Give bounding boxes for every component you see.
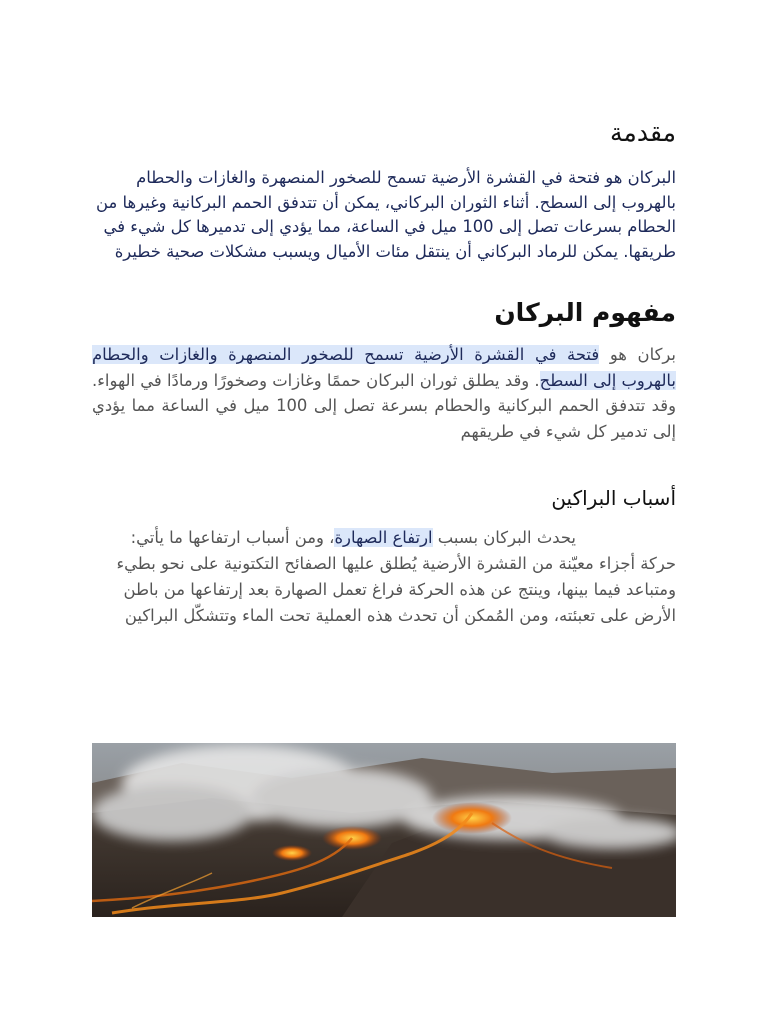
causes-rest: ، ومن أسباب ارتفاعها ما يأتي: حركة أجزاء معيّنة من القشرة الأرضية يُطلق عليها الصفائح التكتونية على نحو بطيء ومتباعد فيما بينها، وينتج عن هذه الحركة فراغ تعمل الصهارة بعد إرتفاعها من باطن الأرض على تعبئته، ومن المُمكن أن تحدث هذه العملية تحت الماء وتتشكّل البراكين — [116, 528, 676, 625]
causes-highlight: ارتفاع الصهارة — [334, 528, 433, 547]
concept-lead: بركان هو — [599, 345, 676, 364]
concept-highlight: فتحة في القشرة الأرضية تسمح للصخور المنصهرة والغازات والحطام بالهروب إلى السطح — [92, 345, 676, 390]
intro-heading: مقدمة — [610, 118, 676, 147]
concept-rest: . وقد يطلق ثوران البركان حممًا وغازات وصخورًا ورمادًا في الهواء. وقد تتدفق الحمم البركانية والحطام بسرعة تصل إلى 100 ميل في الساعة مما يؤدي إلى تدمير كل شيء في طريقهم — [92, 370, 676, 441]
causes-lead: يحدث البركان بسبب — [432, 528, 576, 547]
causes-paragraph — [92, 525, 676, 629]
causes-heading: أسباب البراكين — [551, 486, 676, 510]
intro-text: البركان هو فتحة في القشرة الأرضية تسمح للصخور المنصهرة والغازات والحطام بالهروب إلى السطح. أثناء الثوران البركاني، يمكن أن تتدفق الحمم البركانية وغيرها من الحطام بسرعات تصل إلى 100 ميل في الساعة، مما يؤدي إلى تدميرها كل شيء في طريقها. يمكن للرماد البركاني أن ينتقل مئات الأميال ويسبب مشكلات صحية خطيرة — [96, 168, 676, 261]
intro-paragraph — [92, 166, 676, 264]
concept-heading: مفهوم البركان — [494, 298, 676, 327]
concept-paragraph — [92, 342, 676, 444]
volcano-eruption-photo — [92, 743, 676, 917]
